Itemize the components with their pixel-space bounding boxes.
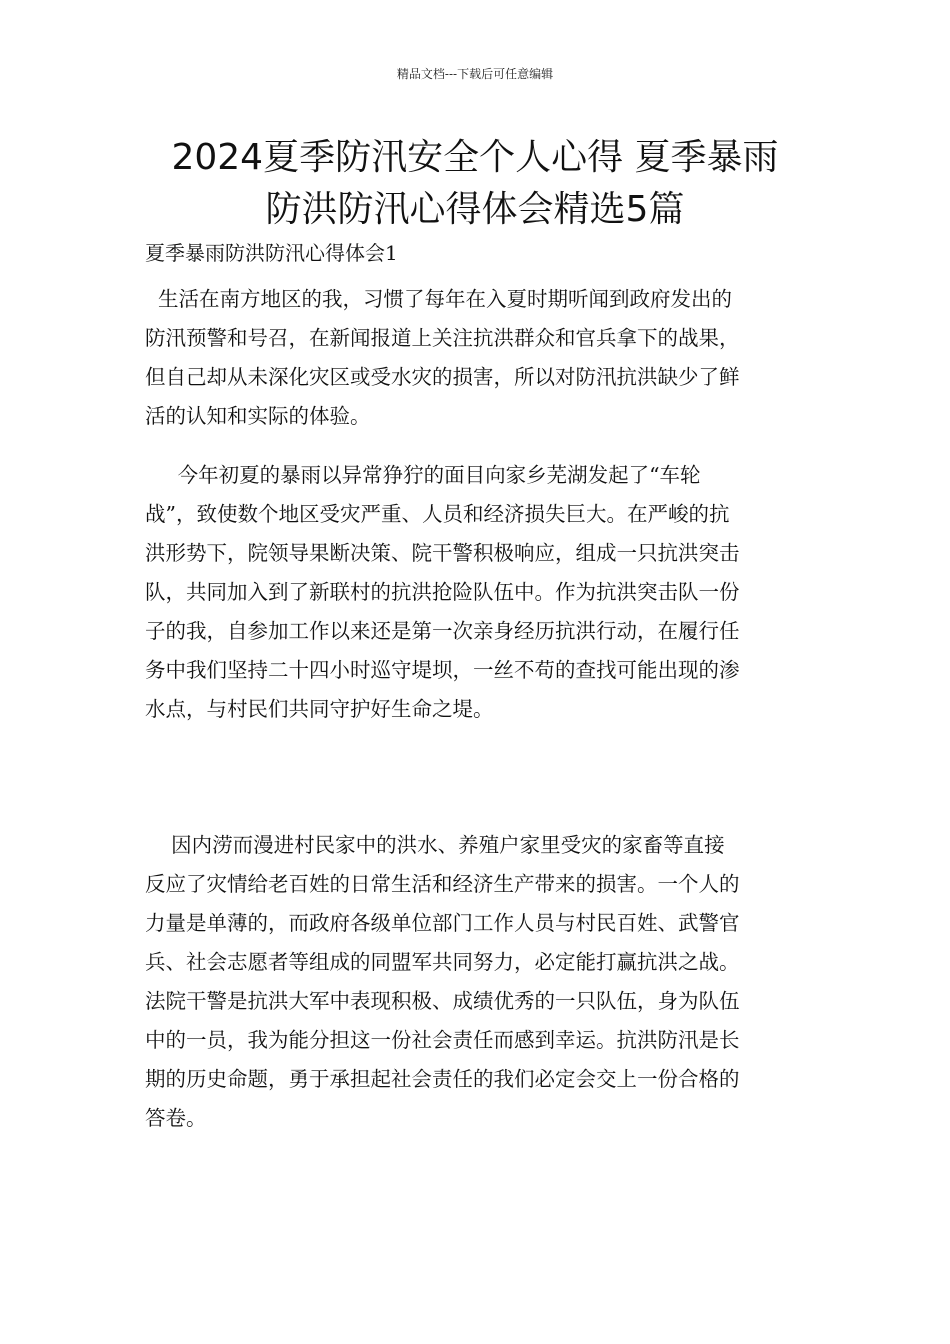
paragraph-line: 务中我们坚持二十四小时巡守堤坝，一丝不苟的查找可能出现的渗 (145, 658, 740, 682)
paragraph-line: 活的认知和实际的体验。 (145, 404, 371, 428)
paragraph-line: 水点，与村民们共同守护好生命之堤。 (145, 697, 494, 721)
page-header: 精品文档---下载后可任意编辑 (396, 67, 554, 81)
paragraph-line: 期的历史命题，勇于承担起社会责任的我们必定会交上一份合格的 (145, 1067, 740, 1091)
section-heading: 夏季暴雨防洪防汛心得体会1 (145, 241, 398, 265)
paragraph-line: 队，共同加入到了新联村的抗洪抢险队伍中。作为抗洪突击队一份 (145, 580, 740, 604)
paragraph-line: 反应了灾情给老百姓的日常生活和经济生产带来的损害。一个人的 (145, 872, 740, 896)
paragraph-line: 中的一员，我为能分担这一份社会责任而感到幸运。抗洪防汛是长 (145, 1028, 740, 1052)
title-line-2: 防洪防汛心得体会精选5篇 (265, 189, 685, 230)
paragraph-3 (145, 826, 810, 1138)
paragraph-2 (145, 456, 810, 729)
paragraph-line: 子的我，自参加工作以来还是第一次亲身经历抗洪行动，在履行任 (145, 619, 740, 643)
paragraph-line: 洪形势下，院领导果断决策、院干警积极响应，组成一只抗洪突击 (145, 541, 740, 565)
paragraph-line: 法院干警是抗洪大军中表现积极、成绩优秀的一只队伍，身为队伍 (145, 989, 740, 1013)
title-line-1: 2024夏季防汛安全个人心得 夏季暴雨 (171, 137, 779, 178)
paragraph-line: 答卷。 (145, 1106, 207, 1130)
paragraph-line: 但自己却从未深化灾区或受水灾的损害，所以对防汛抗洪缺少了鲜 (145, 365, 740, 389)
paragraph-line: 战”，致使数个地区受灾严重、人员和经济损失巨大。在严峻的抗 (145, 502, 730, 526)
paragraph-line: 今年初夏的暴雨以异常狰狞的面目向家乡芜湖发起了“车轮 (145, 463, 701, 487)
paragraph-line: 防汛预警和号召，在新闻报道上关注抗洪群众和官兵拿下的战果， (145, 326, 740, 350)
paragraph-line: 兵、社会志愿者等组成的同盟军共同努力，必定能打赢抗洪之战。 (145, 950, 740, 974)
document-title (0, 132, 950, 236)
paragraph-line: 因内涝而漫进村民家中的洪水、养殖户家里受灾的家畜等直接 (145, 833, 725, 857)
paragraph-line: 力量是单薄的，而政府各级单位部门工作人员与村民百姓、武警官 (145, 911, 740, 935)
paragraph-1 (145, 280, 810, 436)
paragraph-line: 生活在南方地区的我，习惯了每年在入夏时期听闻到政府发出的 (145, 287, 733, 311)
